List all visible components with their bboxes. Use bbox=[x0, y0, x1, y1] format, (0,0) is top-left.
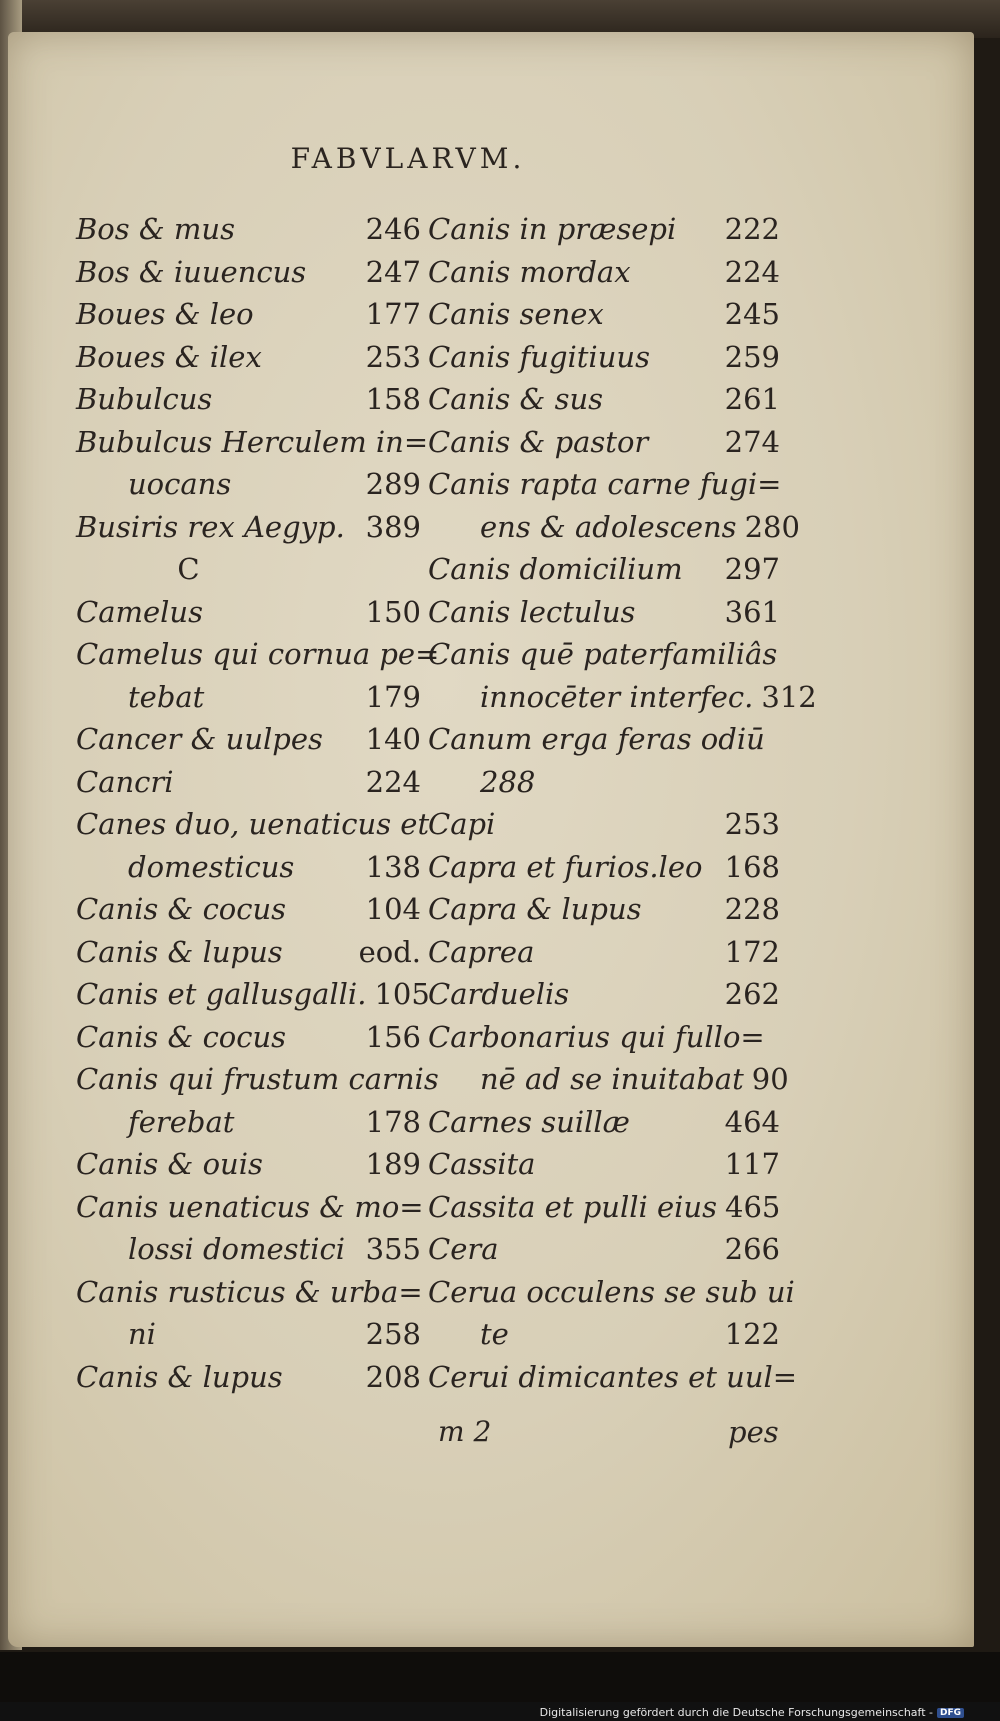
entry-page-number: 156 bbox=[365, 1019, 421, 1054]
entry-title: Canis & sus bbox=[428, 382, 604, 416]
index-entry bbox=[76, 633, 440, 718]
entry-page-number: 274 bbox=[724, 424, 780, 459]
index-entry bbox=[76, 1186, 424, 1271]
index-entry bbox=[428, 1356, 798, 1399]
index-entry bbox=[76, 1271, 421, 1356]
index-entry bbox=[76, 718, 421, 761]
entry-title: Canis senex bbox=[428, 297, 604, 331]
entry-title: Canis in præsepi bbox=[428, 212, 677, 246]
index-entry bbox=[428, 1101, 780, 1144]
entry-title: Canis rapta carne fugi= bbox=[428, 467, 782, 501]
index-entry bbox=[428, 633, 817, 718]
index-entry bbox=[428, 888, 780, 931]
index-entry bbox=[428, 1186, 780, 1229]
entry-page-number: 280 bbox=[744, 509, 800, 544]
index-entry bbox=[76, 293, 421, 336]
entry-page-number: 122 bbox=[724, 1317, 780, 1351]
entry-page-number: 312 bbox=[761, 679, 817, 714]
index-entry bbox=[428, 1228, 780, 1271]
index-column-right bbox=[428, 208, 817, 1398]
index-entry bbox=[76, 931, 421, 974]
entry-continuation: domesticus bbox=[128, 849, 295, 884]
entry-title: Caprea bbox=[428, 934, 535, 969]
entry-page-number: 389 bbox=[365, 509, 421, 544]
credit-text: Digitalisierung gefördert durch die Deutsche Forschungsgemeinschaft - bbox=[539, 1706, 933, 1719]
entry-page-number: 140 bbox=[365, 722, 421, 756]
entry-page-number: 138 bbox=[365, 849, 421, 884]
entry-page-number: 247 bbox=[365, 254, 421, 289]
entry-title: Capra & lupus bbox=[428, 892, 642, 926]
index-entry bbox=[76, 336, 421, 379]
index-entry bbox=[76, 251, 421, 294]
entry-page-number: 289 bbox=[365, 467, 421, 501]
index-entry bbox=[428, 1143, 780, 1186]
index-entry bbox=[76, 506, 421, 549]
entry-title: Bos & mus bbox=[76, 212, 235, 246]
entry-title: Canis & cocus bbox=[76, 1019, 287, 1054]
entry-page-number: 158 bbox=[365, 382, 421, 416]
entry-title: Canis lectulus bbox=[428, 594, 636, 629]
entry-title: Boues & ilex bbox=[76, 339, 262, 374]
entry-page-number: eod. bbox=[358, 934, 421, 969]
entry-title: Canis mordax bbox=[428, 254, 631, 289]
entry-page-number: 246 bbox=[365, 212, 421, 246]
index-entry bbox=[76, 421, 429, 506]
entry-title: Camelus bbox=[76, 594, 203, 629]
index-entry bbox=[428, 208, 780, 251]
entry-page-number: 297 bbox=[724, 552, 780, 586]
entry-title: Canis & lupus bbox=[76, 1359, 283, 1394]
entry-continuation: uocans bbox=[128, 467, 232, 501]
entry-title: Canis & lupus bbox=[76, 934, 283, 969]
entry-page-number: 262 bbox=[724, 977, 780, 1011]
entry-title: Boues & leo bbox=[76, 297, 254, 331]
entry-page-number: 228 bbox=[724, 892, 780, 926]
entry-continuation: lossi domestici bbox=[128, 1232, 346, 1266]
entry-title: Canis rusticus & urba= bbox=[76, 1274, 423, 1309]
entry-title: Cerui dimicantes et uul= bbox=[428, 1359, 798, 1394]
entry-continuation: 288 bbox=[480, 764, 536, 799]
entry-page-number: 179 bbox=[365, 679, 421, 714]
catchword: pes bbox=[728, 1415, 779, 1449]
entry-title: Cassita bbox=[428, 1147, 536, 1181]
entry-page-number: 104 bbox=[365, 892, 421, 926]
entry-title: Cancer & uulpes bbox=[76, 722, 323, 756]
index-entry bbox=[76, 1016, 421, 1059]
entry-page-number: 90 bbox=[751, 1062, 789, 1096]
index-entry bbox=[428, 803, 780, 846]
index-entry bbox=[76, 208, 421, 251]
index-entry bbox=[76, 378, 421, 421]
entry-title: Canis uenaticus & mo= bbox=[76, 1189, 424, 1224]
entry-page-number: 361 bbox=[724, 594, 780, 629]
entry-page-number: 261 bbox=[724, 382, 780, 416]
dfg-logo-icon: DFG bbox=[937, 1708, 964, 1718]
entry-title: Bubulcus Herculem in= bbox=[76, 424, 429, 459]
index-entry bbox=[76, 761, 421, 804]
entry-page-number: 253 bbox=[365, 339, 421, 374]
index-entry bbox=[428, 378, 780, 421]
index-entry bbox=[76, 591, 421, 634]
entry-continuation: ferebat bbox=[128, 1104, 235, 1139]
letter-heading: C bbox=[177, 552, 200, 586]
entry-title: Carnes suillæ bbox=[428, 1104, 630, 1139]
entry-title: Capra et furios.leo bbox=[428, 849, 703, 884]
entry-page-number: 172 bbox=[724, 934, 780, 969]
entry-title: Canis fugitiuus bbox=[428, 339, 650, 374]
book-page bbox=[8, 32, 974, 1647]
entry-title: Canis & pastor bbox=[428, 424, 649, 459]
entry-title: Cassita et pulli eius bbox=[428, 1189, 717, 1224]
entry-title: Cerua occulens se sub ui bbox=[428, 1274, 795, 1309]
entry-title: Bubulcus bbox=[76, 382, 213, 416]
entry-page-number: 168 bbox=[724, 849, 780, 884]
entry-page-number: 464 bbox=[724, 1104, 780, 1139]
entry-title: Cera bbox=[428, 1232, 499, 1266]
entry-page-number: 253 bbox=[724, 807, 780, 841]
entry-title: Carbonarius qui fullo= bbox=[428, 1019, 765, 1054]
entry-page-number: 258 bbox=[365, 1317, 421, 1351]
entry-continuation: ni bbox=[128, 1317, 156, 1351]
entry-page-number: 266 bbox=[724, 1232, 780, 1266]
entry-page-number: 189 bbox=[365, 1147, 421, 1181]
entry-title: Canis & cocus bbox=[76, 892, 287, 926]
index-entry bbox=[428, 931, 780, 974]
entry-page-number: 178 bbox=[365, 1104, 421, 1139]
entry-page-number: 117 bbox=[724, 1147, 780, 1181]
entry-title: Canis domicilium bbox=[428, 552, 683, 586]
entry-title: Canum erga feras odiū bbox=[428, 722, 765, 756]
entry-title: Canes duo, uenaticus et bbox=[76, 807, 430, 841]
entry-title: Canis et gallusgalli. bbox=[76, 977, 367, 1011]
entry-title: Bos & iuuencus bbox=[76, 254, 307, 289]
entry-page-number: 224 bbox=[365, 764, 421, 799]
entry-title: Canis quē paterfamiliâs bbox=[428, 637, 778, 671]
index-entry bbox=[76, 1058, 439, 1143]
index-entry bbox=[428, 1016, 789, 1101]
entry-title: Camelus qui cornua pe= bbox=[76, 637, 440, 671]
scan-bottom-edge bbox=[0, 1652, 1000, 1702]
index-entry bbox=[428, 251, 780, 294]
index-entry bbox=[428, 973, 780, 1016]
entry-page-number: 150 bbox=[365, 594, 421, 629]
entry-title: Busiris rex Aegyp. bbox=[76, 509, 345, 544]
entry-continuation: ens & adolescens bbox=[480, 509, 737, 544]
signature-mark: m 2 bbox=[438, 1415, 492, 1448]
entry-page-number: 105 bbox=[374, 977, 430, 1011]
entry-title: Canis & ouis bbox=[76, 1147, 263, 1181]
index-entry bbox=[428, 718, 780, 803]
index-entry bbox=[428, 336, 780, 379]
entry-title: Capi bbox=[428, 807, 496, 841]
index-entry bbox=[76, 1143, 421, 1186]
entry-continuation: tebat bbox=[128, 679, 205, 714]
index-entry bbox=[76, 888, 421, 931]
index-entry bbox=[428, 846, 780, 889]
entry-continuation: innocēter interfec. bbox=[480, 679, 754, 714]
index-entry bbox=[428, 421, 780, 464]
digitization-credit bbox=[540, 1706, 964, 1719]
entry-page-number: 355 bbox=[365, 1232, 421, 1266]
index-entry bbox=[428, 591, 780, 634]
entry-page-number: 259 bbox=[724, 339, 780, 374]
entry-page-number: 224 bbox=[724, 254, 780, 289]
index-entry bbox=[76, 973, 430, 1016]
entry-page-number: 222 bbox=[724, 212, 780, 246]
index-entry bbox=[76, 1356, 421, 1399]
index-column-left bbox=[76, 208, 440, 1398]
entry-title: Canis qui frustum carnis bbox=[76, 1062, 439, 1096]
running-header: FABVLARVM. bbox=[290, 142, 526, 175]
entry-title: Carduelis bbox=[428, 977, 570, 1011]
index-entry bbox=[428, 293, 780, 336]
index-entry bbox=[428, 463, 800, 548]
entry-page-number: 208 bbox=[365, 1359, 421, 1394]
index-entry bbox=[428, 548, 780, 591]
index-entry bbox=[76, 803, 430, 888]
entry-continuation: nē ad se inuitabat bbox=[480, 1062, 744, 1096]
entry-title: Cancri bbox=[76, 764, 174, 799]
entry-page-number: 465 bbox=[725, 1189, 781, 1224]
index-entry bbox=[428, 1271, 795, 1356]
entry-page-number: 177 bbox=[365, 297, 421, 331]
entry-page-number: 245 bbox=[724, 297, 780, 331]
entry-continuation: te bbox=[480, 1317, 509, 1351]
